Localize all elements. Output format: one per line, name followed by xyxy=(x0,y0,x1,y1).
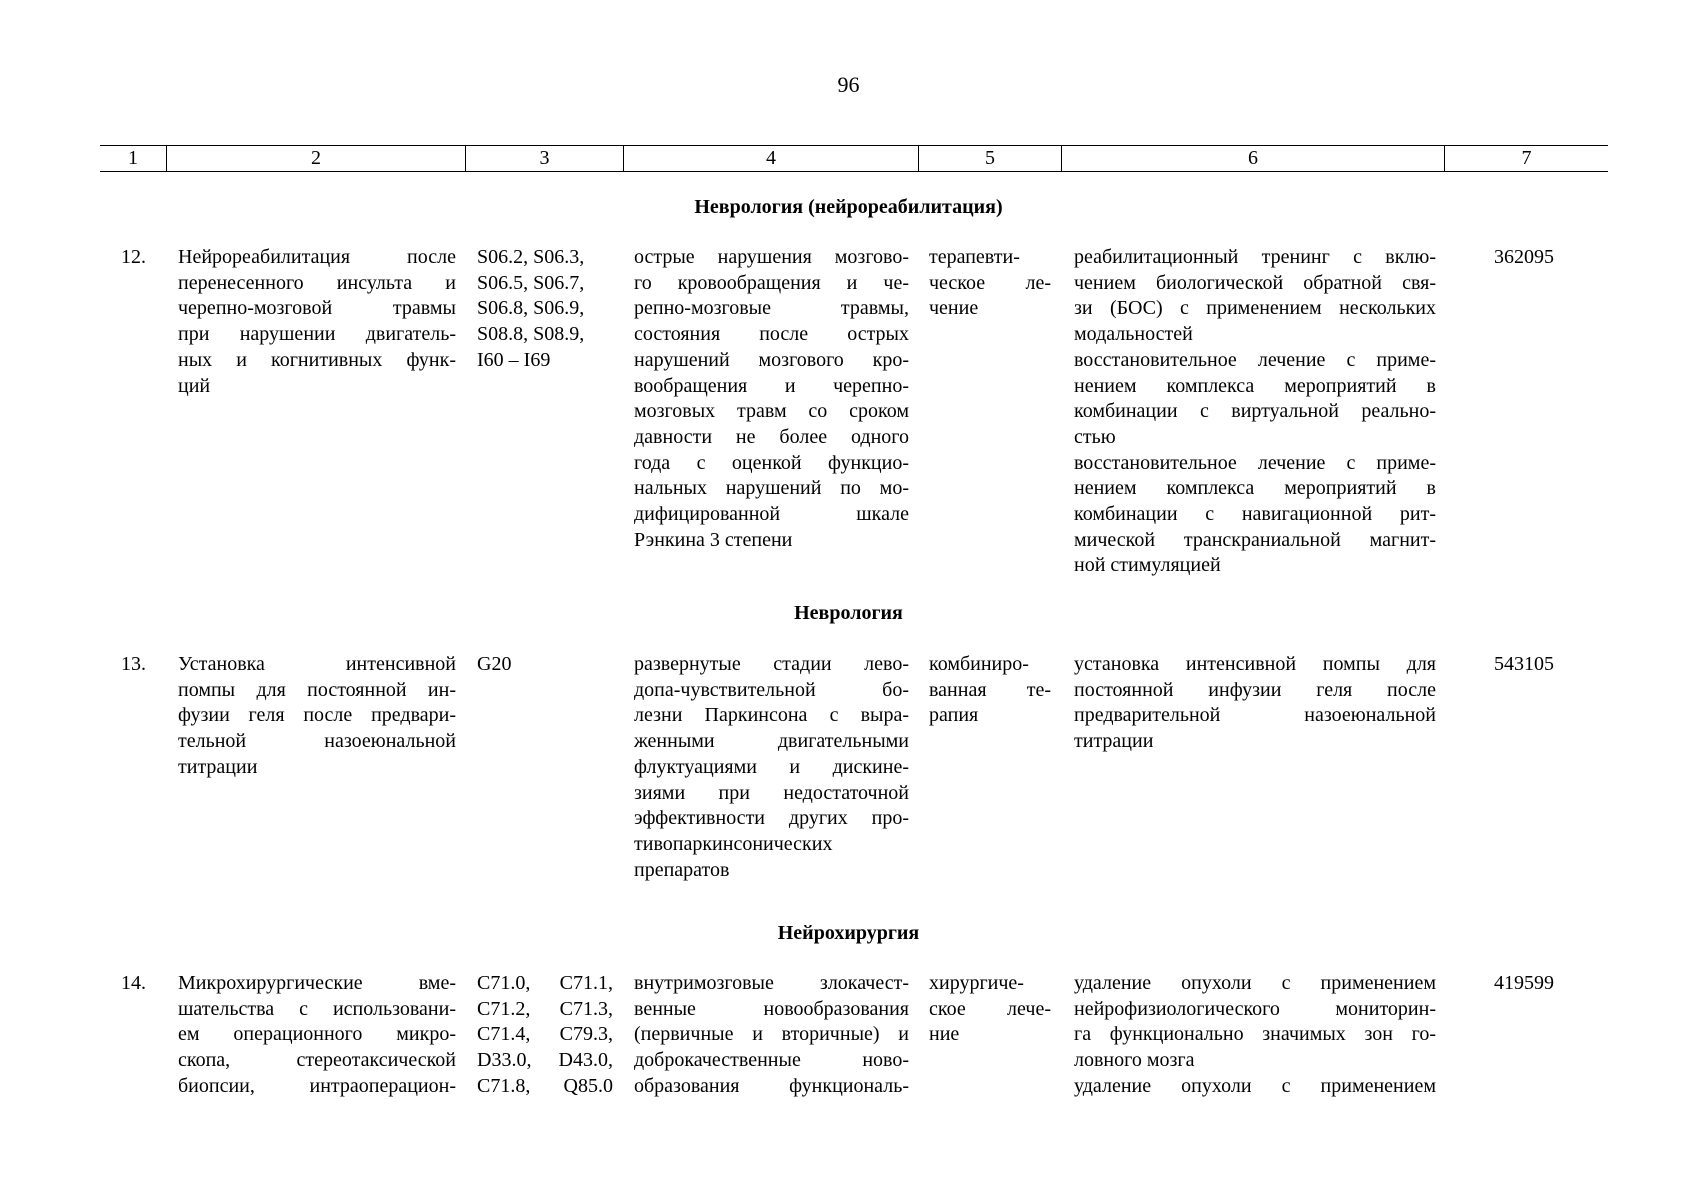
text-line: модальностей xyxy=(1074,323,1193,346)
text-line: стью xyxy=(1074,425,1116,448)
text-line: чением биологической обратной свя- xyxy=(1074,271,1436,294)
row-number: 13. xyxy=(121,653,146,675)
text-line: комбинации с виртуальной реально- xyxy=(1074,400,1436,423)
text-line: нейрофизиологического мониторин- xyxy=(1074,997,1436,1020)
text-line: комбинации с навигационной рит- xyxy=(1074,503,1436,526)
text-line: тельной назоеюнальной xyxy=(178,730,456,753)
text-line: га функционально значимых зон го- xyxy=(1074,1023,1436,1046)
cost-value: 419599 xyxy=(1494,972,1554,994)
text-line: предварительной назоеюнальной xyxy=(1074,704,1436,727)
text-line: образования функциональ- xyxy=(634,1074,909,1097)
text-line: постоянной инфузии геля после xyxy=(1074,678,1436,701)
text-line: допа-чувствительной бо- xyxy=(634,678,909,701)
column-header-7: 7 xyxy=(1444,146,1608,171)
text-line: реабилитационный тренинг с вклю- xyxy=(1074,246,1436,268)
text-line: восстановительное лечение с приме- xyxy=(1074,348,1436,371)
treatment-method-cell xyxy=(1074,971,1436,1100)
column-header-2: 2 xyxy=(166,146,465,171)
treatment-type-cell xyxy=(929,245,1051,322)
icd-codes-cell xyxy=(477,971,613,1100)
icd-codes-cell xyxy=(477,652,602,678)
text-line: ловного мозга xyxy=(1074,1049,1195,1072)
text-line: C71.4, C79.3, xyxy=(477,1023,613,1046)
text-line: помпы для постоянной ин- xyxy=(178,678,456,701)
column-header-6: 6 xyxy=(1061,146,1444,171)
text-line: года с оценкой функцио- xyxy=(634,451,909,474)
text-line: биопсии, интраоперацион- xyxy=(178,1074,456,1097)
column-header-1: 1 xyxy=(128,147,138,169)
text-line: вообращения и черепно- xyxy=(634,374,909,397)
text-line: репно-мозговые травмы, xyxy=(634,297,909,320)
text-line: мозговых травм со сроком xyxy=(634,400,909,423)
cost-value: 543105 xyxy=(1494,653,1554,675)
text-line: ных и когнитивных функ- xyxy=(178,348,456,371)
text-line: титрации xyxy=(1074,730,1154,753)
text-line: ванная те- xyxy=(929,678,1051,701)
text-line: зиями при недостаточной xyxy=(634,781,909,804)
treatment-type-cell xyxy=(929,971,1051,1048)
cost-value: 362095 xyxy=(1494,246,1554,268)
text-line: черепно-мозговой травмы xyxy=(178,297,456,320)
text-line: терапевти- xyxy=(929,246,1020,268)
text-line: острые нарушения мозгово- xyxy=(634,246,909,268)
text-line: лезни Паркинсона с выра- xyxy=(634,704,909,727)
text-line: C71.8, Q85.0 xyxy=(477,1074,613,1097)
text-line: G20 xyxy=(477,653,512,675)
text-line: нарушений мозгового кро- xyxy=(634,348,909,371)
text-line: Нейрореабилитация после xyxy=(178,246,456,268)
text-line: скопа, стереотаксической xyxy=(178,1049,456,1072)
text-line: D33.0, D43.0, xyxy=(477,1049,613,1072)
text-line: нальных нарушений по мо- xyxy=(634,477,909,500)
section-title-neurosurgery: Нейрохирургия xyxy=(777,922,920,944)
text-line: развернутые стадии лево- xyxy=(634,653,909,675)
text-line: C71.2, C71.3, xyxy=(477,997,613,1020)
text-line: при нарушении двигатель- xyxy=(178,323,456,346)
text-line: ций xyxy=(178,374,211,397)
text-line: состояния после острых xyxy=(634,323,909,346)
text-line: тивопаркинсонических xyxy=(634,832,833,855)
text-line: S06.5, S06.7, xyxy=(477,271,585,294)
text-line: рапия xyxy=(929,704,979,727)
text-line: Рэнкина 3 степени xyxy=(634,528,793,551)
text-line: флуктуациями и дискине- xyxy=(634,755,909,778)
text-line: зи (БОС) с применением нескольких xyxy=(1074,297,1436,320)
text-line: хирургиче- xyxy=(929,972,1024,994)
row-number: 14. xyxy=(121,972,146,994)
text-line: эффективности других про- xyxy=(634,807,909,830)
column-header-row xyxy=(100,145,1608,172)
text-line: Микрохирургические вме- xyxy=(178,972,456,994)
text-line: S08.8, S08.9, xyxy=(477,323,585,346)
patient-model-cell xyxy=(634,971,909,1100)
patient-model-cell xyxy=(634,652,909,883)
text-line: перенесенного инсульта и xyxy=(178,271,456,294)
text-line: ной стимуляцией xyxy=(1074,554,1221,577)
text-line: венные новообразования xyxy=(634,997,909,1020)
treatment-method-cell xyxy=(1074,652,1436,755)
column-header-4: 4 xyxy=(623,146,918,171)
text-line: установка интенсивной помпы для xyxy=(1074,653,1436,675)
column-header-3: 3 xyxy=(465,146,623,171)
text-line: нением комплекса мероприятий в xyxy=(1074,477,1436,500)
text-line: ское лече- xyxy=(929,997,1051,1020)
text-line: C71.0, C71.1, xyxy=(477,972,613,994)
column-header-5: 5 xyxy=(918,146,1061,171)
text-line: Установка интенсивной xyxy=(178,653,456,675)
method-name-cell xyxy=(178,652,456,781)
icd-codes-cell xyxy=(477,245,602,374)
row-number: 12. xyxy=(121,246,146,268)
text-line: го кровообращения и че- xyxy=(634,271,909,294)
text-line: восстановительное лечение с приме- xyxy=(1074,451,1436,474)
text-line: фузии геля после предвари- xyxy=(178,704,456,727)
section-title-neurology: Неврология xyxy=(794,602,903,624)
text-line: удаление опухоли с применением xyxy=(1074,972,1436,994)
text-line: внутримозговые злокачест- xyxy=(634,972,909,994)
text-line: титрации xyxy=(178,755,258,778)
text-line: препаратов xyxy=(634,858,730,881)
page-number: 96 xyxy=(837,72,860,97)
text-line: S06.2, S06.3, xyxy=(477,246,585,268)
treatment-method-cell xyxy=(1074,245,1436,579)
text-line: мической транскраниальной магнит- xyxy=(1074,528,1436,551)
treatment-type-cell xyxy=(929,652,1051,729)
text-line: ческое ле- xyxy=(929,271,1051,294)
text-line: (первичные и вторичные) и xyxy=(634,1023,909,1046)
text-line: женными двигательными xyxy=(634,730,909,753)
text-line: чение xyxy=(929,297,979,320)
text-line: I60 – I69 xyxy=(477,348,551,371)
method-name-cell xyxy=(178,971,456,1100)
text-line: удаление опухоли с применением xyxy=(1074,1074,1436,1097)
text-line: доброкачественные ново- xyxy=(634,1049,909,1072)
text-line: дифицированной шкале xyxy=(634,503,909,526)
text-line: шательства с использовани- xyxy=(178,997,456,1020)
patient-model-cell xyxy=(634,245,909,553)
text-line: ем операционного микро- xyxy=(178,1023,456,1046)
text-line: ние xyxy=(929,1023,960,1046)
section-title-neurorehab: Неврология (нейрореабилитация) xyxy=(694,196,1003,218)
text-line: комбиниро- xyxy=(929,653,1029,675)
text-line: нением комплекса мероприятий в xyxy=(1074,374,1436,397)
text-line: S06.8, S06.9, xyxy=(477,297,585,320)
method-name-cell xyxy=(178,245,456,399)
text-line: давности не более одного xyxy=(634,425,909,448)
